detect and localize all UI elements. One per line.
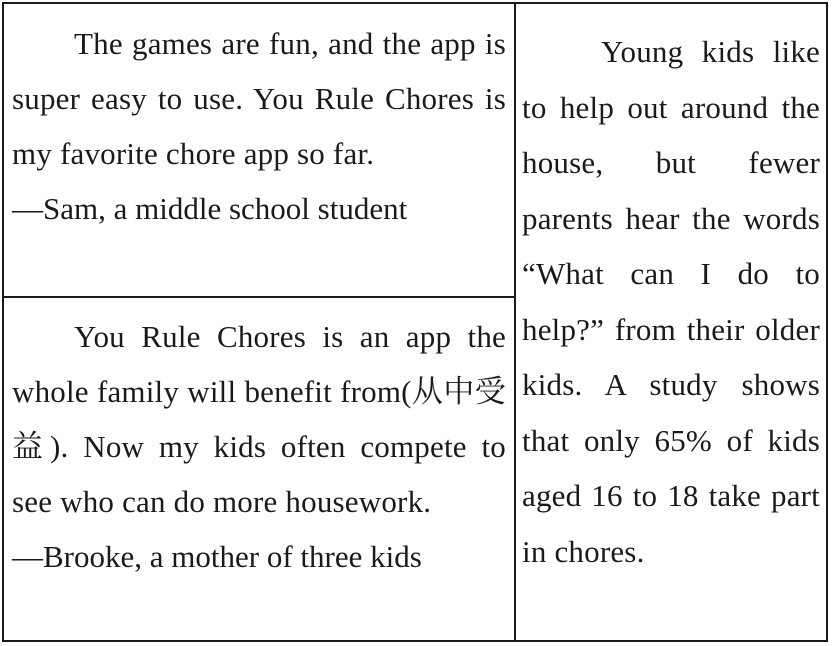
chores-study-text	[522, 24, 820, 579]
info-table	[2, 2, 828, 642]
testimonial-quote: The games are fun, and the app is super easy to use. You Rule Chores is my favorite chore app so far.	[12, 26, 506, 171]
study-paragraph: Young kids like to help out around the house, but fewer parents hear the words “What can I do to help?” from their older kids. A study shows that only 65% of kids aged 16 to 18 take part in chores.	[522, 34, 820, 569]
testimonial-sam	[12, 16, 506, 236]
testimonial-attribution: —Sam, a middle school student	[12, 191, 408, 226]
testimonial-brooke	[12, 309, 506, 584]
horizontal-divider	[4, 296, 514, 298]
testimonial-quote: You Rule Chores is an app the whole family will benefit from(从中受益). Now my kids often compete to see who can do more housework.	[12, 319, 506, 519]
testimonial-attribution: —Brooke, a mother of three kids	[12, 539, 422, 574]
vertical-divider	[514, 4, 516, 640]
